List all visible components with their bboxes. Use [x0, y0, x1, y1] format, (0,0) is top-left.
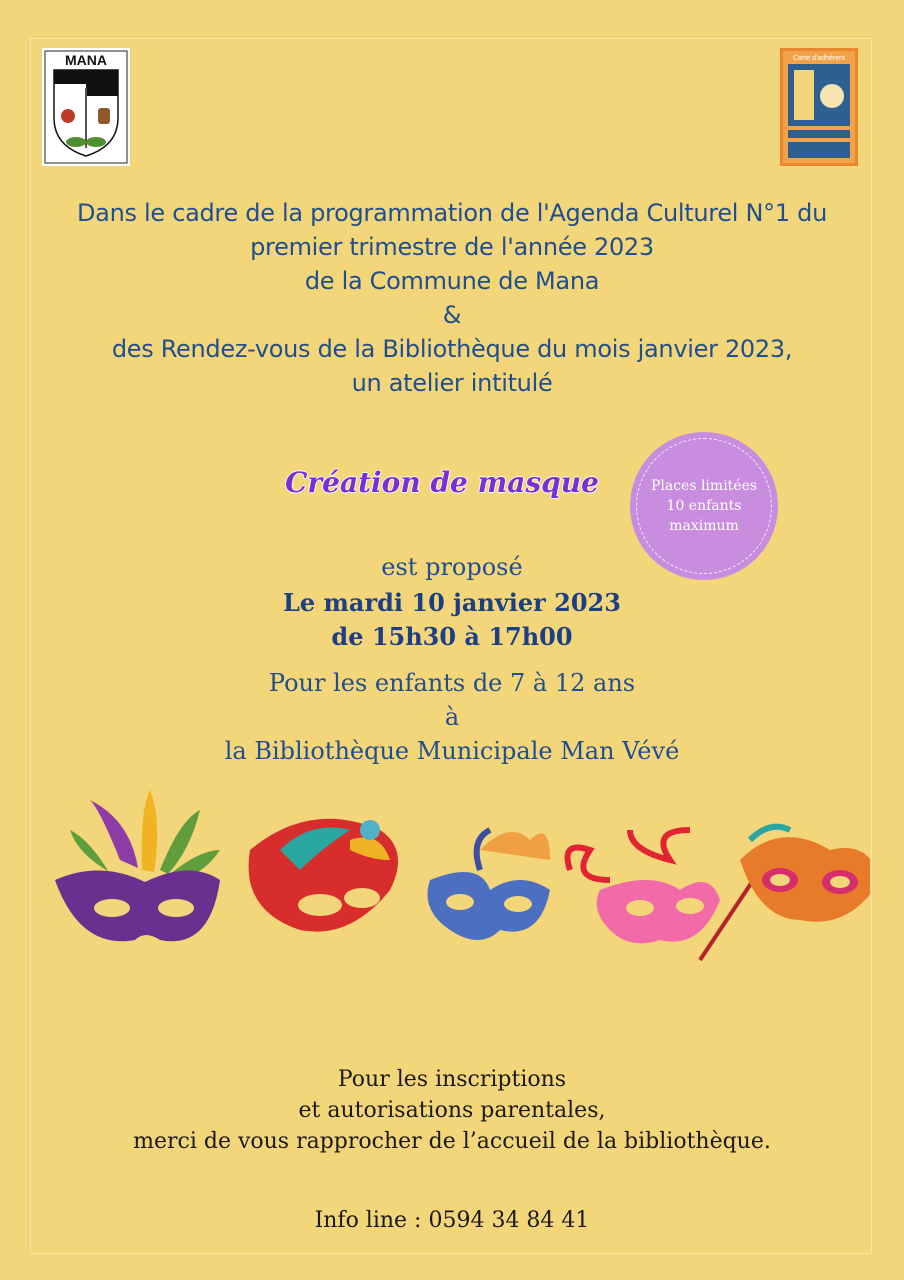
event-date: Le mardi 10 janvier 2023 [283, 588, 621, 617]
badge-line: 10 enfants [666, 498, 742, 514]
footer-line: et autorisations parentales, [298, 1098, 606, 1123]
pink-mask-icon [568, 830, 721, 943]
intro-line: Dans le cadre de la programmation de l'Agenda Culturel N°1 du [77, 199, 827, 227]
badge-line: maximum [669, 518, 739, 534]
event-at: à [444, 703, 460, 731]
svg-text:MANA: MANA [65, 52, 107, 68]
event-place: la Bibliothèque Municipale Man Vévé [224, 737, 680, 765]
registration-info [0, 1064, 904, 1157]
colorful-mask-icon [249, 819, 398, 932]
event-datetime [0, 586, 904, 654]
proposed-text: est proposé [381, 553, 523, 581]
intro-line: premier trimestre de l'année 2023 [250, 233, 654, 261]
footer-line: Pour les inscriptions [337, 1067, 567, 1092]
intro-text [0, 196, 904, 400]
info-line-phone: Info line : 0594 34 84 41 [314, 1208, 590, 1233]
stick-mask-icon [700, 827, 870, 960]
workshop-title: Création de masque [285, 466, 599, 499]
purple-mask-icon [55, 790, 220, 941]
intro-line: des Rendez-vous de la Bibliothèque du mois janvier 2023, [111, 335, 793, 363]
blue-mask-icon [428, 830, 551, 940]
event-audience-place [0, 666, 904, 768]
mana-coat-of-arms-logo [42, 48, 130, 166]
svg-text:Carte d'adhérent: Carte d'adhérent [793, 55, 845, 62]
carnival-masks-illustration [50, 790, 870, 980]
library-card-logo [780, 48, 858, 166]
footer-line: merci de vous rapprocher de l’accueil de la bibliothèque. [133, 1129, 771, 1154]
intro-line: de la Commune de Mana [304, 267, 600, 295]
badge-line: Places limitées [650, 478, 758, 494]
intro-line: & [442, 301, 462, 329]
event-audience: Pour les enfants de 7 à 12 ans [268, 669, 636, 697]
intro-line: un atelier intitulé [351, 369, 553, 397]
event-time: de 15h30 à 17h00 [331, 622, 573, 651]
